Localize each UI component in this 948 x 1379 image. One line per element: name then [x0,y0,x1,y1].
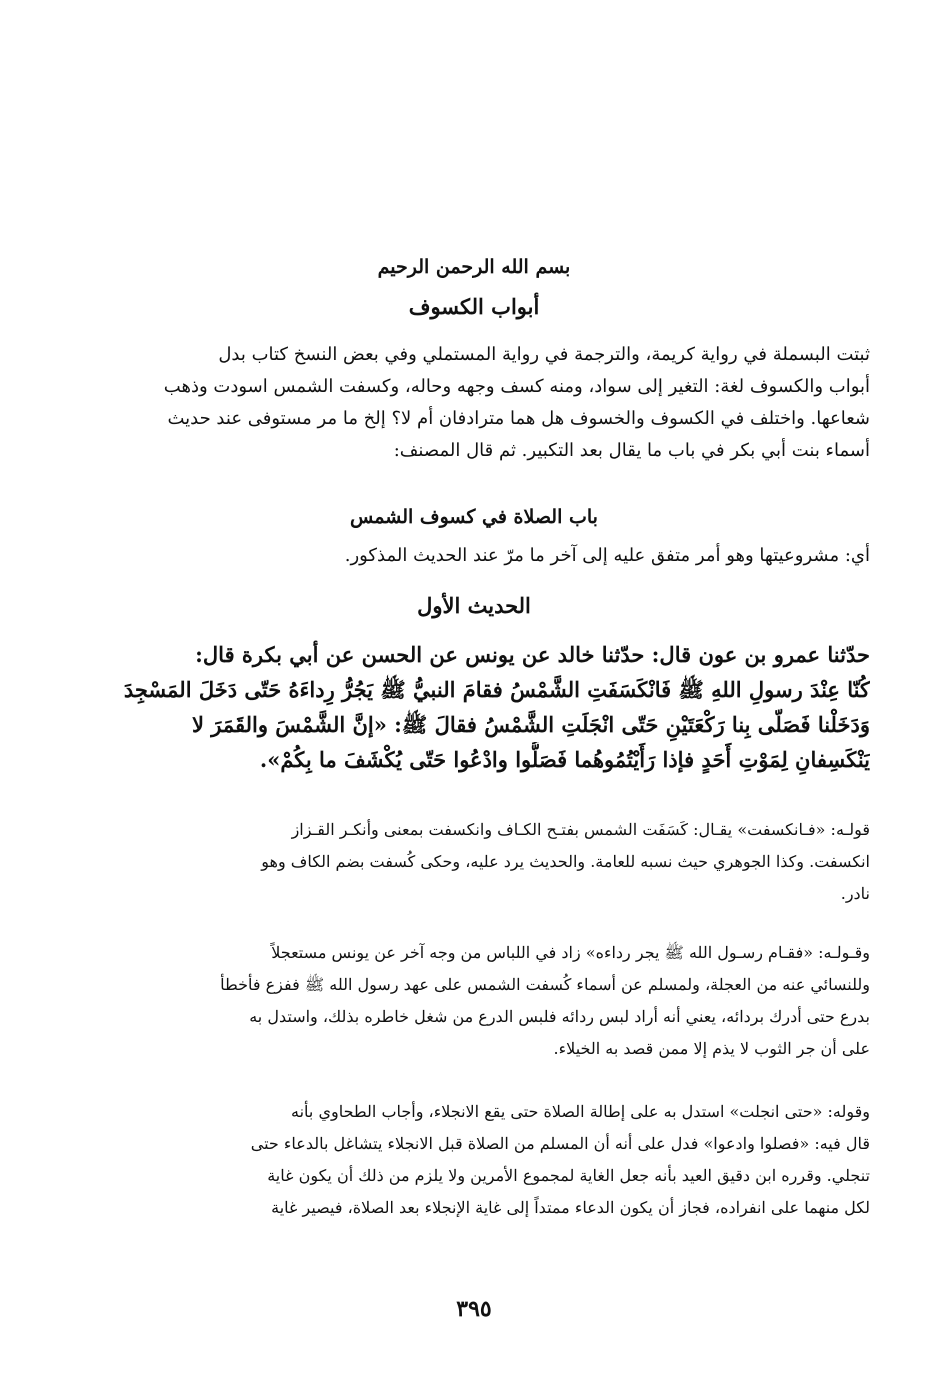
text-line: وقـولـه: «فقـام رسـول الله ﷺ يجر رداءه» زاد في اللباس من وجه آخر عن يونس مستعجلاً [271,943,870,962]
text-line: أبواب والكسوف لغة: التغير إلى سواد، ومنه كسف وجهه وحاله، وكسفت الشمس اسودت وذهب [163,376,870,397]
commentary-paragraph-3 [100,1096,870,1224]
text-line: قال فيه: «فصلوا وادعوا» فدل على أنه أن المسلم من الصلاة قبل الانجلاء يتشاغل بالدعاء حتى [250,1134,870,1153]
chapter-title: باب الصلاة في كسوف الشمس [350,506,598,528]
page-number: ٣٩٥ [456,1296,492,1322]
text-line: شعاعها. واختلف في الكسوف والخسوف هل هما مترادفان أم لا؟ إلخ ما مر مستوفى عند حديث [167,408,870,429]
text-line: ثبتت البسملة في رواية كريمة، والترجمة في رواية المستملي وفي بعض النسخ كتاب بدل [218,344,870,365]
intro-paragraph [100,339,870,467]
text-line: لكل منهما على انفراده، فجاز أن يكون الدعاء ممتداً إلى غاية الإنجلاء بعد الصلاة، فيصير غاية [271,1198,870,1217]
text-line: وللنسائي عنه من العجلة، ولمسلم عن أسماء كُسفت الشمس على عهد رسول الله ﷺ ففزع فأخطأ [220,975,870,994]
text-line: وقوله: «حتى انجلت» استدل به على إطالة الصلاة حتى يقع الانجلاء، وأجاب الطحاوي بأنه [291,1102,870,1121]
text-line: يَنْكَسِفانِ لِمَوْتِ أَحَدٍ فإذا رَأَيْتُمُوهُما فَصَلُّوا وادْعُوا حَتّى يُكْشَفَ ما بِكُمْ». [259,747,870,772]
commentary-paragraph-1 [100,814,870,910]
text-line: حدّثنا عمرو بن عون قال: حدّثنا خالد عن يونس عن الحسن عن أبي بكرة قال: [195,642,870,667]
commentary-paragraph-2 [100,937,870,1065]
text-line: بدرع حتى أدرك بردائه، يعني أنه أراد لبس ردائه فلبس الدرع من شغل خاطره بذلك، واستدل به [249,1007,870,1026]
text-line: قولـه: «فـانكسفت» يقـال: كَسَفَت الشمس بفتـح الكـاف وانكسفت بمعنى وأنكـر القـزاز [291,820,870,839]
text-line: انكسفت. وكذا الجوهري حيث نسبه للعامة. والحديث يرد عليه، وحكى كُسفت بضم الكاف وهو [261,852,870,871]
book-title: أبواب الكسوف [408,294,540,319]
chapter-note [100,540,870,572]
text-line: تنجلي. وقرره ابن دقيق العيد بأنه جعل الغاية لمجموع الأمرين ولا يلزم من ذلك أن يكون غاية [267,1166,870,1185]
hadith-heading: الحديث الأول [417,593,531,618]
text-line: أي: مشروعيتها وهو أمر متفق عليه إلى آخر ما مرّ عند الحديث المذكور. [344,545,870,566]
text-line: نادر. [840,884,870,903]
text-line: أسماء بنت أبي بكر في باب ما يقال بعد التكبير. ثم قال المصنف: [393,440,870,461]
text-line: على أن جر الثوب لا يذم إلا ممن قصد به الخيلاء. [553,1039,870,1058]
text-line: كُنّا عِنْدَ رسولِ اللهِ ﷺ فَانْكَسَفَتِ الشَّمْسُ فقامَ النبيُّ ﷺ يَجُرُّ رِداءَهُ حَتّى دَخَلَ المَسْجِدَ [123,677,870,702]
text-line: وَدَخَلْنا فَصَلّى بِنا رَكْعَتَيْنِ حَتّى انْجَلَتِ الشَّمْسُ فقالَ ﷺ: «إنَّ الشَّمْسَ والقَمَرَ لا [191,712,870,737]
hadith-text [100,637,870,777]
basmala: بسم الله الرحمن الرحيم [377,256,571,278]
